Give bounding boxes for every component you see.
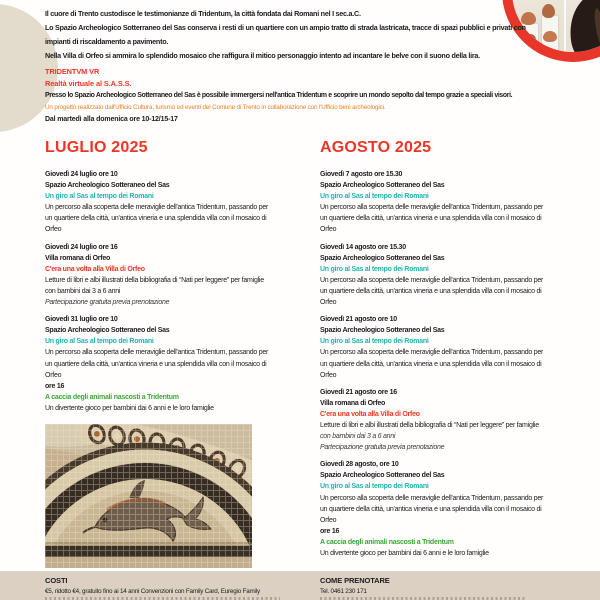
text-line: €5, ridotto €4, gratuito fino ai 14 anni Convenzioni con Family Card, Euregio Family	[45, 587, 260, 595]
pottery-icon	[543, 31, 557, 42]
event-line: Un giro al Sas al tempo dei Romani	[320, 265, 429, 273]
july-heading: LUGLIO 2025	[45, 139, 148, 156]
event-block	[320, 387, 586, 454]
event-line: Orfeo	[45, 371, 62, 379]
event-line: Giovedì 31 luglio ore 10	[45, 316, 118, 324]
event-line: Orfeo	[320, 299, 337, 307]
event-line: Villa romana di Orfeo	[320, 399, 386, 407]
costs-lines	[45, 588, 280, 595]
text-line: TRIDENTVM VR	[45, 67, 100, 76]
august-events	[320, 169, 586, 559]
event-line: un quartiere della città, un'antica vineria e una splendida villa con il mosaico di	[320, 505, 542, 513]
august-column	[320, 139, 586, 565]
booking-title: COME PRENOTARE	[320, 576, 390, 585]
event-line: Spazio Archeologico Sotteraneo del Sas	[45, 327, 170, 335]
text-line: Nella Villa di Orfeo si ammira lo splendido mosaico che raffigura il mitico personaggio intento ad incantare le belve con il suono della lira.	[45, 51, 480, 60]
event-line: un quartiere della città, un'antica vineria e una splendida villa con il mosaico di	[320, 360, 542, 368]
text-line: Presso lo Spazio Archeologico Sotterraneo del Sas è possibile immergersi nell'antica Tridentum e scoprire un mondo sepolto dal tempo grazie a speciali visori.	[45, 92, 513, 99]
august-heading: AGOSTO 2025	[320, 139, 432, 156]
intro-text	[45, 7, 526, 63]
july-column	[45, 139, 307, 420]
event-block	[320, 169, 586, 236]
event-line: Un percorso alla scoperta delle meraviglie dell'antica Tridentum, passando per	[320, 276, 544, 284]
event-line: un quartiere della città, un'antica vineria e una splendida villa con il mosaico di	[320, 215, 542, 223]
event-line: Orfeo	[320, 516, 337, 524]
event-line: Giovedì 7 agosto ore 15.30	[320, 171, 403, 178]
event-line: Villa romana di Orfeo	[45, 254, 111, 262]
event-block	[320, 242, 586, 309]
text-line: Lo Spazio Archeologico Sotterraneo del Sas conserva i resti di un quartiere con un ampio tratto di strada lastricata, tracce di spazi pubblici e privati con	[45, 23, 526, 32]
event-block	[45, 169, 307, 236]
event-block	[320, 459, 586, 559]
event-line: Giovedì 21 agosto ore 16	[320, 388, 397, 396]
clipped-text-hint	[45, 597, 280, 600]
text-line: Realtà virtuale al S.A.S.S.	[45, 79, 132, 88]
booking-section	[320, 576, 525, 600]
costs-section	[45, 576, 280, 600]
text-line: Un progetto realizzato dall'Ufficio Cultura, turismo ed eventi del Comune di Trento in collaborazione con l'Ufficio beni archeologici.	[45, 104, 386, 111]
event-line: con bambini dai 3 a 6 anni	[45, 287, 121, 295]
event-line: Un giro al Sas al tempo dei Romani	[320, 193, 429, 201]
glass-reflection	[564, 0, 566, 60]
pottery-icon	[524, 34, 536, 44]
costs-title: COSTI	[45, 576, 68, 585]
event-line: Un percorso alla scoperta delle meraviglie dell'antica Tridentum, passando per	[45, 204, 269, 212]
event-line: Orfeo	[320, 226, 337, 234]
text-line: Dal martedì alla domenica ore 10-12/15-17	[45, 116, 178, 123]
event-line: C'era una volta alla Villa di Orfeo	[45, 265, 145, 273]
event-line: Giovedì 24 luglio ore 16	[45, 243, 118, 251]
event-line: un quartiere della città, un'antica vineria e una splendida villa con il mosaico di	[320, 287, 542, 295]
vr-info-block	[45, 66, 512, 126]
event-line: Spazio Archeologico Sotteraneo del Sas	[45, 182, 170, 190]
event-line: Un giro al Sas al tempo dei Romani	[320, 338, 429, 346]
event-block	[320, 314, 586, 381]
text-line: Tel. 0461 230 171	[320, 587, 367, 595]
event-line: Spazio Archeologico Sotteraneo del Sas	[320, 327, 445, 335]
event-line: Orfeo	[320, 371, 337, 379]
event-line: Un giro al Sas al tempo dei Romani	[45, 193, 154, 201]
event-line: Un giro al Sas al tempo dei Romani	[320, 483, 429, 491]
event-line: ore 16	[320, 527, 340, 535]
event-block	[45, 314, 307, 414]
event-line: Letture di libri e albi illustrati della bibliografia di “Nati per leggere” per famiglie	[45, 276, 264, 284]
july-events	[45, 169, 307, 414]
event-line: Partecipazione gratuita previa prenotazione	[320, 444, 445, 452]
event-line: Letture di libri e albi illustrati della bibliografia di “Nati per leggere” per famiglie	[320, 421, 539, 429]
clipped-text-hint	[320, 597, 525, 600]
event-line: Giovedì 28 agosto, ore 10	[320, 461, 399, 469]
event-line: Un percorso alla scoperta delle meraviglie dell'antica Tridentum, passando per	[320, 349, 544, 357]
text-line: impianti di riscaldamento a pavimento.	[45, 37, 169, 46]
event-line: un quartiere della città, un'antica vineria e una splendida villa con il mosaico di	[45, 215, 267, 223]
event-line: Giovedì 24 luglio ore 10	[45, 171, 118, 178]
footer-band	[0, 571, 600, 600]
event-line: C'era una volta alla Villa di Orfeo	[320, 410, 420, 418]
event-line: Un percorso alla scoperta delle meraviglie dell'antica Tridentum, passando per	[320, 494, 544, 502]
event-line: Orfeo	[45, 226, 62, 234]
event-line: A caccia degli animali nascosti a Tridentum	[45, 393, 179, 401]
event-line: Un percorso alla scoperta delle meraviglie dell'antica Tridentum, passando per	[320, 204, 544, 212]
event-line: Spazio Archeologico Sotteraneo del Sas	[320, 254, 445, 262]
text-line: Il cuore di Trento custodisce le testimonianze di Tridentum, la città fondata dai Romani nel I sec.a.C.	[45, 9, 361, 18]
event-line: A caccia degli animali nascosti a Tridentum	[320, 538, 454, 546]
event-line: Un percorso alla scoperta delle meraviglie dell'antica Tridentum, passando per	[45, 349, 269, 357]
event-line: con bambini dai 3 a 6 anni	[320, 433, 396, 441]
pottery-icon	[542, 4, 555, 18]
event-line: Spazio Archeologico Sotteraneo del Sas	[320, 472, 445, 480]
event-line: Spazio Archeologico Sotteraneo del Sas	[320, 182, 445, 190]
event-line: Giovedì 21 agosto ore 10	[320, 316, 397, 324]
event-line: Un divertente gioco per bambini dai 6 anni e le loro famiglie	[320, 550, 489, 557]
event-line: Giovedì 14 agosto ore 15.30	[320, 243, 406, 251]
event-line: Un divertente gioco per bambini dai 6 anni e le loro famiglie	[45, 404, 214, 412]
event-line: Un giro al Sas al tempo dei Romani	[45, 338, 154, 346]
event-line: un quartiere della città, un'antica vineria e una splendida villa con il mosaico di	[45, 360, 267, 368]
booking-lines	[320, 588, 525, 595]
event-block	[45, 242, 307, 309]
event-line: Partecipazione gratuita previa prenotazione	[45, 299, 170, 307]
event-line: ore 16	[45, 382, 65, 390]
mosaic-photo	[45, 424, 252, 568]
